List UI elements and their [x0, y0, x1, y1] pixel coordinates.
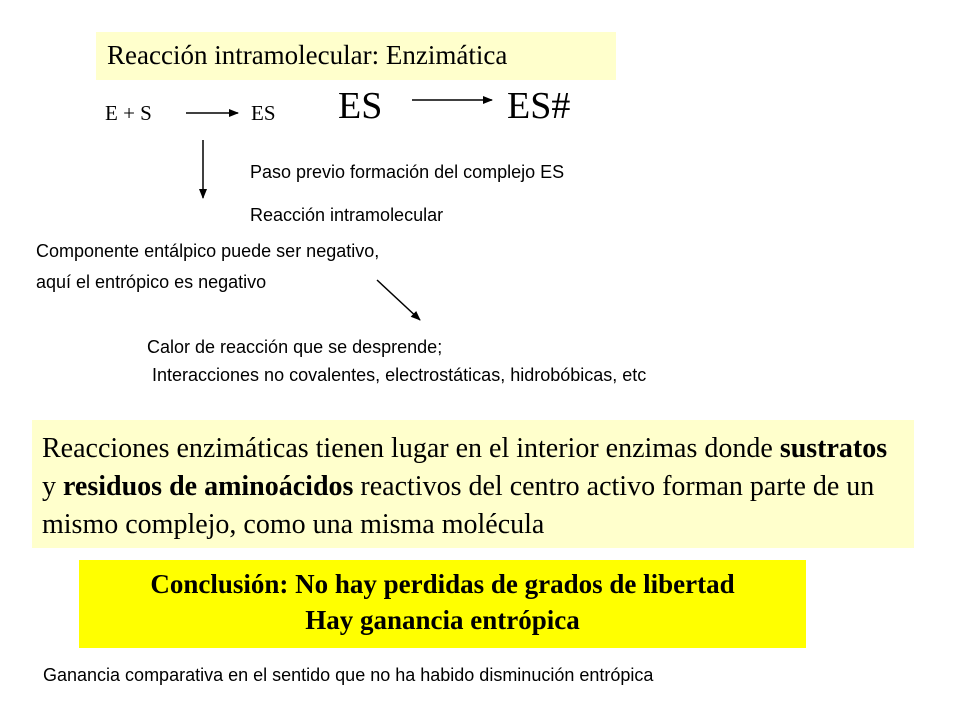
- note-calor-line1: Calor de reacción que se desprende;: [147, 337, 443, 357]
- body-text-part1: Reacciones enzimáticas tienen lugar en el interior enzimas donde: [42, 433, 780, 464]
- note-componente-line2: aquí el entrópico es negativo: [36, 272, 267, 292]
- conclusion-line2: Hay ganancia entrópica: [305, 605, 580, 635]
- note-reaccion-intramolecular: Reacción intramolecular: [250, 205, 444, 225]
- equation-reactants: E + S: [105, 101, 152, 125]
- equation-complex-large: ES: [338, 85, 383, 127]
- footer-note: Ganancia comparativa en el sentido que no ha habido disminución entrópica: [43, 665, 654, 685]
- equation-transition-state: ES#: [507, 85, 571, 127]
- body-text-part2: y: [42, 471, 63, 502]
- slide-title: Reacción intramolecular: Enzimática: [107, 40, 508, 70]
- body-text-part3: reactivos del centro activo forman parte de un mismo complejo, como una misma molécula: [42, 471, 875, 540]
- body-bold-residuos: residuos de aminoácidos: [63, 471, 354, 502]
- note-paso-previo: Paso previo formación del complejo ES: [250, 162, 565, 182]
- arrow-diagonal: [377, 280, 420, 320]
- note-calor-line2: Interacciones no covalentes, electrostáticas, hidrobóbicas, etc: [152, 365, 647, 385]
- conclusion-line1: Conclusión: No hay perdidas de grados de libertad: [150, 569, 735, 599]
- body-paragraph: [42, 430, 902, 544]
- note-componente-line1: Componente entálpico puede ser negativo,: [36, 241, 380, 261]
- equation-complex: ES: [251, 101, 276, 125]
- body-bold-sustratos: sustratos: [779, 433, 888, 464]
- conclusion: [79, 566, 806, 638]
